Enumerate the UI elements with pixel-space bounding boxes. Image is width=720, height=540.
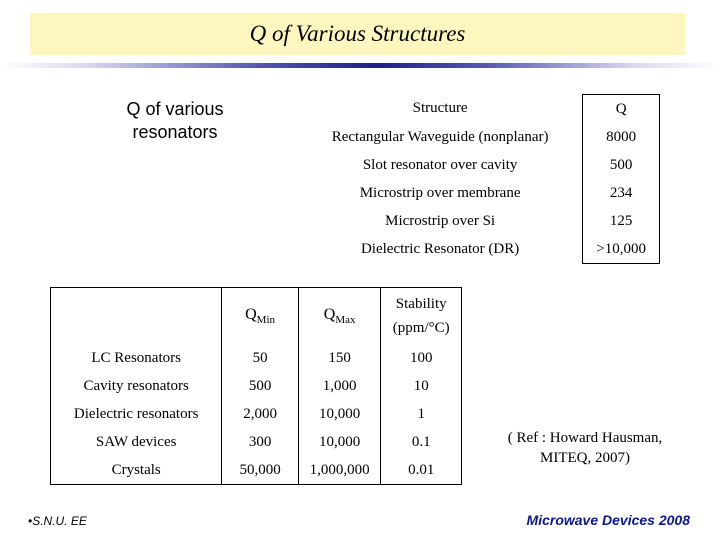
header-qmin: $Q_{Min}$: [222, 288, 298, 345]
table-row: [298, 207, 660, 235]
reference-line-1: ( Ref : Howard Hausman,: [507, 430, 663, 446]
slide-title-bar: [30, 13, 685, 55]
resonator-qmax: 1,000: [298, 372, 381, 400]
reference-line-2: MITEQ, 2007): [540, 450, 630, 466]
resonator-name: SAW devices: [51, 428, 222, 456]
side-label: [100, 98, 250, 144]
structure-name: Dielectric Resonator (DR): [360, 240, 520, 257]
header-empty: [51, 288, 222, 345]
table-header-row: [298, 95, 660, 124]
resonator-qmin: 50: [222, 344, 298, 372]
slide-title: Q of Various Structures: [249, 21, 466, 46]
side-label-line-2: resonators: [132, 122, 218, 142]
resonator-qmin: 2,000: [222, 400, 298, 428]
resonator-qmin: 500: [222, 372, 298, 400]
structure-q: >10,000: [583, 235, 660, 264]
table-row: [51, 428, 462, 456]
resonator-stability: 10: [381, 372, 462, 400]
resonator-stability: 0.1: [381, 428, 462, 456]
footer-left: [28, 514, 87, 528]
resonator-name: Dielectric resonators: [51, 400, 222, 428]
table-row: [298, 123, 660, 151]
resonator-name: LC Resonators: [51, 344, 222, 372]
title-divider: [0, 63, 720, 68]
side-label-line-1: Q of various: [126, 99, 224, 119]
reference-note: [490, 428, 680, 468]
structure-q: 500: [583, 151, 660, 179]
resonator-name: Crystals: [51, 456, 222, 485]
header-qmax: $Q_{Max}$: [298, 288, 381, 345]
structure-q: 125: [583, 207, 660, 235]
bullet-icon: •: [28, 514, 33, 528]
table-row: [298, 151, 660, 179]
header-q: Q: [583, 95, 660, 124]
resonator-qmax: 10,000: [298, 428, 381, 456]
table-row: [51, 344, 462, 372]
resonator-qmin: 300: [222, 428, 298, 456]
structure-q: 234: [583, 179, 660, 207]
structure-name: Microstrip over membrane: [359, 184, 521, 201]
structure-name: Slot resonator over cavity: [362, 156, 518, 173]
footer-left-text: S.N.U. EE: [32, 514, 87, 528]
table-row: [298, 235, 660, 264]
resonator-name: Cavity resonators: [51, 372, 222, 400]
footer-right: Microwave Devices 2008: [526, 512, 690, 528]
table-row: [51, 372, 462, 400]
resonator-stability: 1: [381, 400, 462, 428]
table-header-row: [51, 288, 462, 345]
structure-q: 8000: [583, 123, 660, 151]
table-row: [298, 179, 660, 207]
resonator-qmax: 1,000,000: [298, 456, 381, 485]
header-stability: Stability (ppm/°C): [381, 288, 462, 345]
resonator-qmax: 10,000: [298, 400, 381, 428]
structure-name: Microstrip over Si: [385, 212, 496, 229]
resonator-stability: 100: [381, 344, 462, 372]
resonator-stability: 0.01: [381, 456, 462, 485]
resonators-table: [50, 287, 462, 485]
structures-table: [298, 94, 660, 264]
resonator-qmax: 150: [298, 344, 381, 372]
table-row: [51, 400, 462, 428]
resonator-qmin: 50,000: [222, 456, 298, 485]
table-row: [51, 456, 462, 485]
header-structure: Structure: [412, 100, 468, 117]
structure-name: Rectangular Waveguide (nonplanar): [331, 128, 549, 145]
